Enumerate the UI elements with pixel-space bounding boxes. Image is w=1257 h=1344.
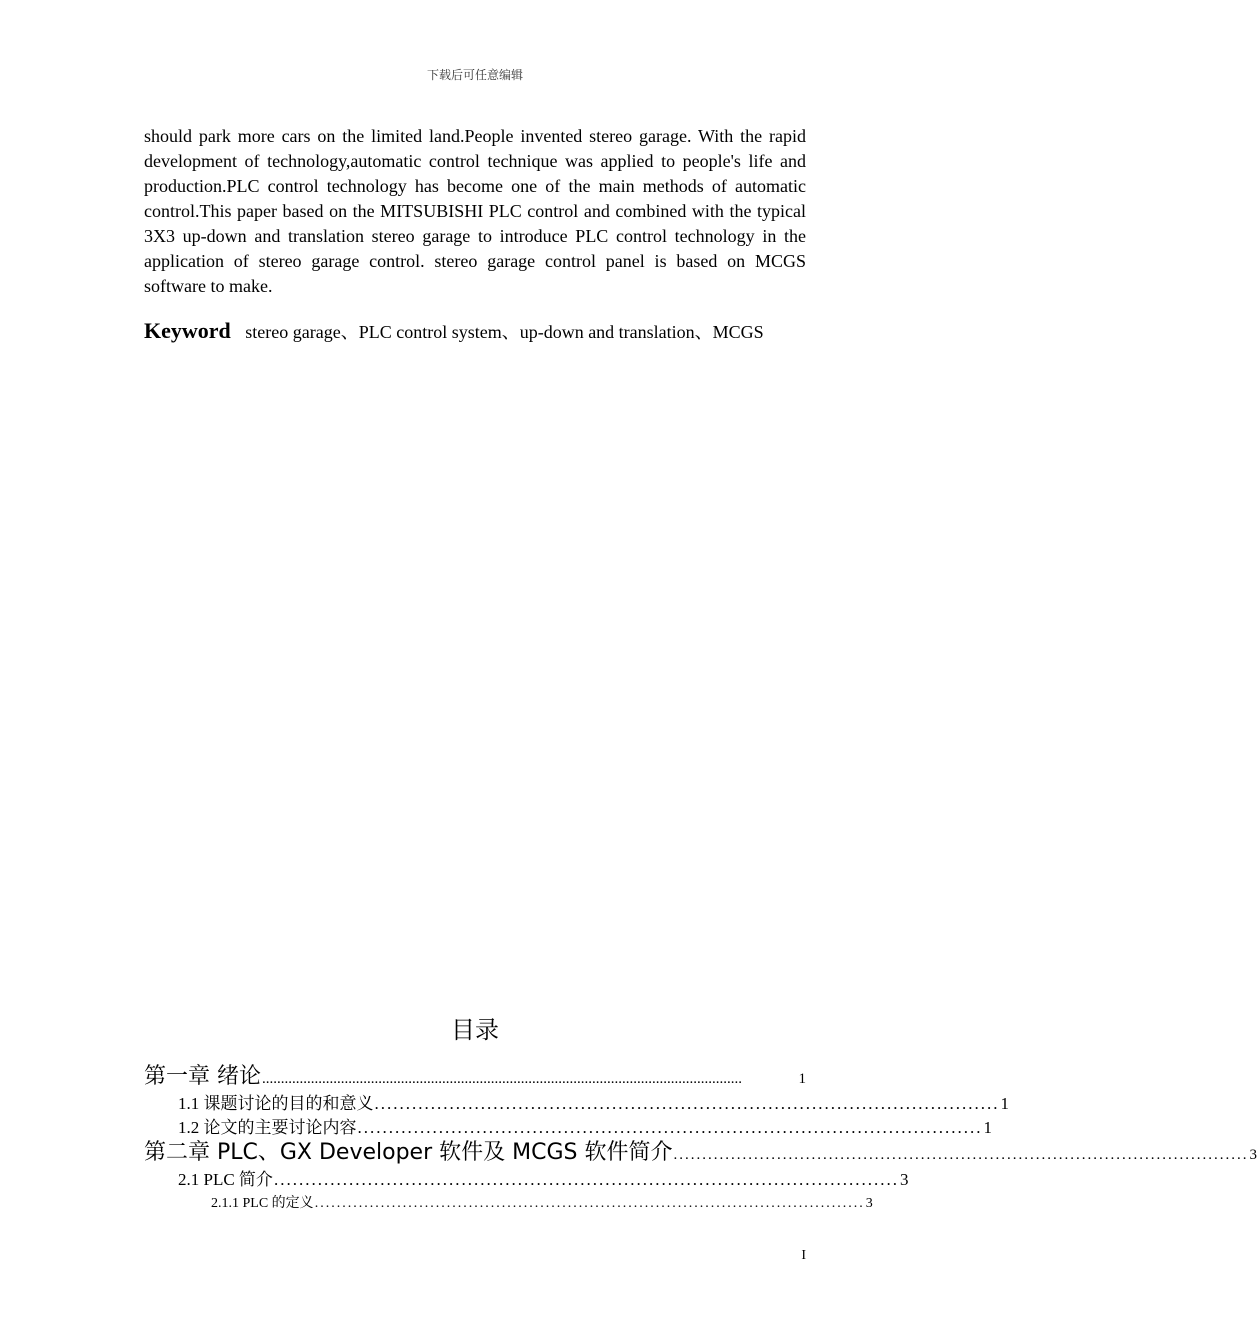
toc-entry-text: 2.1 PLC 简介 (178, 1170, 273, 1189)
toc-entry-page: 3 (865, 1196, 873, 1211)
toc-entry-chapter-1[interactable] (144, 1064, 806, 1092)
keywords-text: stereo garage、PLC control system、up-down and translation、MCGS (245, 322, 764, 342)
toc-leader-dots: .................................................................................................... (673, 1147, 1249, 1163)
toc-leader-dots: ................................................................................................................................ (262, 1071, 742, 1087)
toc-entry-page: 3 (1249, 1147, 1257, 1163)
keywords-line (144, 316, 844, 347)
toc-title: 目录 (451, 1016, 499, 1044)
keywords-label: Keyword (144, 318, 231, 343)
toc-entry-text: 1.2 论文的主要讨论内容 (178, 1118, 357, 1137)
toc-leader-dots: .................................................................................................... (357, 1118, 983, 1137)
toc-entry-text: 1.1 课题讨论的目的和意义 (178, 1094, 374, 1113)
toc-leader-dots: .................................................................................................... (314, 1196, 865, 1211)
toc-entry-page: 1 (1000, 1094, 1009, 1113)
abstract-paragraph: should park more cars on the limited land.People invented stereo garage. With the rapid development of technology,automatic control technique was applied to people's life and production.PLC control technology has become one of the main methods of automatic control.This paper based on the MITSUBISHI PLC control and combined with the typical 3X3 up-down and translation stereo garage to introduce PLC control technology in the application of stereo garage control. stereo garage control panel is based on MCGS software to make. (144, 126, 806, 296)
toc-entry-2-1-1[interactable] (144, 1192, 873, 1216)
toc-leader-dots: .................................................................................................... (273, 1170, 899, 1189)
toc-entry-1-1[interactable] (144, 1092, 1009, 1116)
table-of-contents (144, 1064, 1257, 1216)
toc-entry-text: 2.1.1 PLC 的定义 (211, 1196, 314, 1211)
toc-entry-2-1[interactable] (144, 1168, 909, 1192)
toc-entry-page: 1 (798, 1071, 806, 1087)
toc-entry-1-2[interactable] (144, 1116, 992, 1140)
page-number: I (801, 1248, 806, 1263)
toc-entry-chapter-2[interactable] (144, 1140, 1257, 1168)
toc-entry-text: 第二章 PLC、GX Developer 软件及 MCGS 软件简介 (144, 1140, 673, 1165)
toc-entry-page: 1 (983, 1118, 992, 1137)
toc-entry-page: 3 (899, 1170, 909, 1189)
page-header: 下载后可任意编辑 (426, 68, 523, 82)
toc-entry-text: 第一章 绪论 (144, 1064, 261, 1089)
toc-leader-dots: .................................................................................................... (374, 1094, 1000, 1113)
